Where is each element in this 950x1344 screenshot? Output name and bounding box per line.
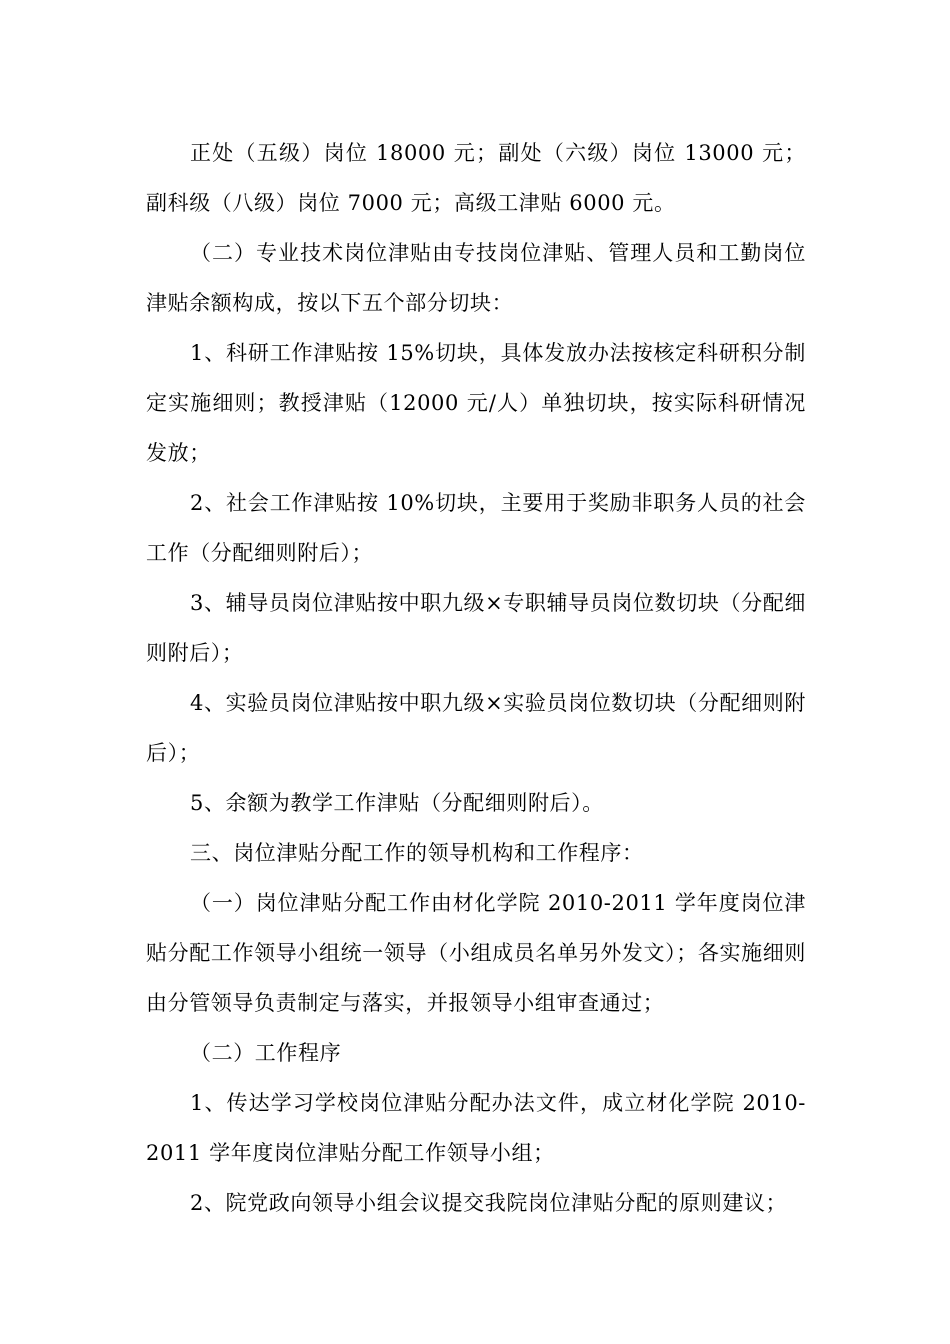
paragraph-procedure-1: 1、传达学习学校岗位津贴分配办法文件，成立材化学院 2010-2011 学年度岗位津贴分配工作领导小组； xyxy=(146,1091,806,1165)
paragraph-item-4-lab-staff: 4、实验员岗位津贴按中职九级×实验员岗位数切块（分配细则附后）； xyxy=(146,691,806,765)
document-body xyxy=(146,128,806,1228)
paragraph-procedure-2: 2、院党政向领导小组会议提交我院岗位津贴分配的原则建议； xyxy=(190,1191,788,1215)
paragraph-item-3-counselor: 3、辅导员岗位津贴按中职九级×专职辅导员岗位数切块（分配细则附后）； xyxy=(146,591,806,665)
paragraph-leadership: （一）岗位津贴分配工作由材化学院 2010-2011 学年度岗位津贴分配工作领导小组统一领导（小组成员名单另外发文）；各实施细则由分管领导负责制定与落实，并报领导小组审查通过； xyxy=(146,891,806,1015)
paragraph-item-5-teaching: 5、余额为教学工作津贴（分配细则附后）。 xyxy=(190,791,604,815)
subheading-work-procedure: （二）工作程序 xyxy=(190,1041,342,1065)
paragraph-item-2-social-work: 2、社会工作津贴按 10%切块，主要用于奖励非职务人员的社会工作（分配细则附后）； xyxy=(146,491,806,565)
section-heading-3: 三、岗位津贴分配工作的领导机构和工作程序： xyxy=(190,841,644,865)
paragraph-item-1-research: 1、科研工作津贴按 15%切块，具体发放办法按核定科研积分制定实施细则；教授津贴（12000 元/人）单独切块，按实际科研情况发放； xyxy=(146,341,806,465)
paragraph-technical-allowance: （二）专业技术岗位津贴由专技岗位津贴、管理人员和工勤岗位津贴余额构成，按以下五个部分切块： xyxy=(146,241,806,315)
paragraph-salary-levels: 正处（五级）岗位 18000 元；副处（六级）岗位 13000 元；副科级（八级）岗位 7000 元；高级工津贴 6000 元。 xyxy=(146,141,806,215)
